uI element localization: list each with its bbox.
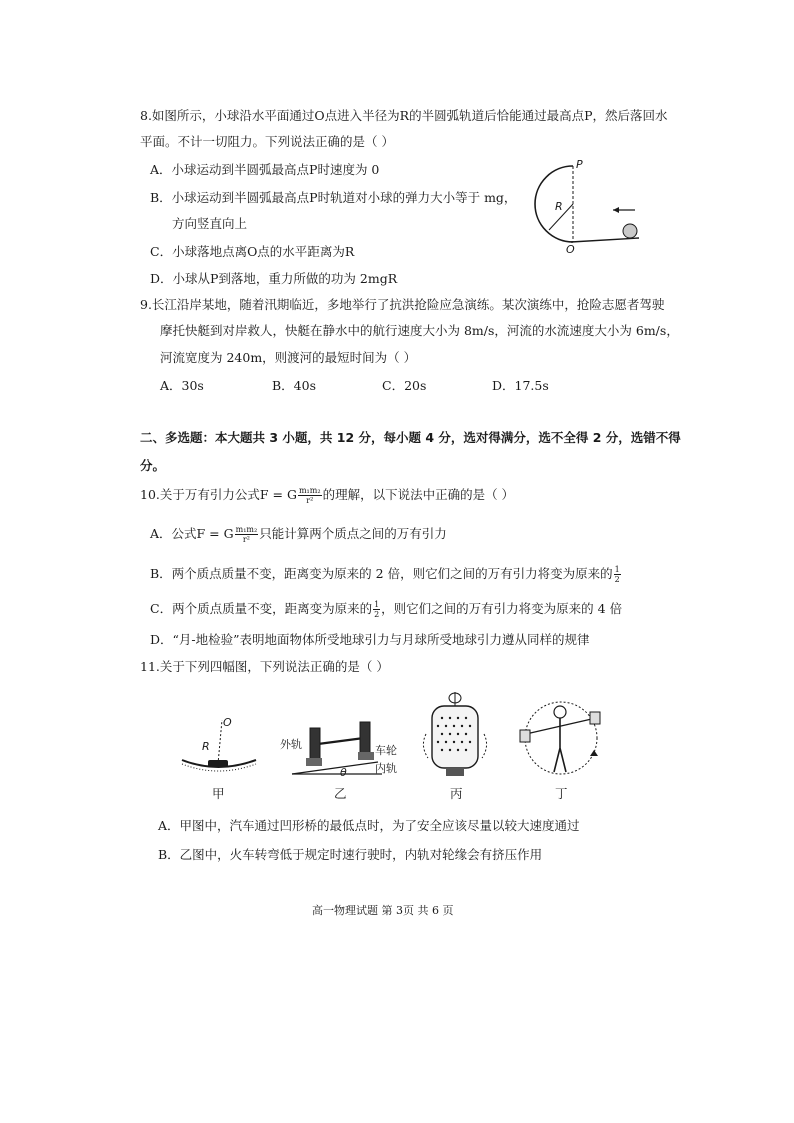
- gravity-fraction: [235, 525, 259, 544]
- q9-option-a: A．30s: [160, 378, 204, 393]
- bucket-left: [520, 730, 530, 742]
- outer-wheel: [310, 728, 320, 760]
- label-inner-rail: 内轨: [375, 762, 397, 775]
- caption-jia: 甲: [212, 786, 225, 801]
- q8-option-b-line2: 方向竖直向上: [172, 216, 248, 231]
- q10-option-b: [150, 565, 622, 584]
- q10-option-b-text: B．两个质点质量不变，距离变为原来的 2 倍，则它们之间的万有引力将变为原来的: [150, 566, 613, 581]
- q8-option-a: A．小球运动到半圆弧最高点P时速度为 0: [150, 162, 380, 177]
- q8-stem-line2: 平面。不计一切阻力。下列说法正确的是（ ）: [140, 134, 394, 149]
- fraction-denominator: r²: [306, 496, 314, 505]
- ground-line: [571, 238, 639, 242]
- q11-option-b: B．乙图中，火车转弯低于规定时速行驶时，内轨对轮缘会有挤压作用: [158, 847, 543, 862]
- fraction-denominator: 2: [614, 575, 620, 584]
- caption-ding: 丁: [555, 786, 568, 801]
- velocity-arrowhead: [613, 207, 619, 213]
- section2-header-line1: 二、多选题：本大题共 3 小题，共 12 分，每小题 4 分，选对得满分，选不全得 2 分，选错不得: [140, 430, 681, 445]
- caption-bing: 丙: [450, 786, 463, 801]
- ball: [623, 224, 637, 238]
- page-footer: 高一物理试题 第 3页 共 6 页: [312, 904, 454, 917]
- person-head: [554, 706, 566, 718]
- q10-option-a: [150, 525, 447, 544]
- bucket-right: [590, 712, 600, 724]
- inner-wheel: [360, 722, 370, 754]
- q9-option-b: B．40s: [272, 378, 317, 393]
- fraction-numerator: m₁m₂: [298, 486, 321, 495]
- person-body: [554, 718, 566, 772]
- label-wheel: 车轮: [375, 744, 397, 757]
- q8-option-c: C．小球落地点离O点的水平距离为R: [150, 244, 355, 259]
- figure-bing-dryer-drum: [418, 690, 492, 782]
- water-spray-left: [423, 734, 428, 758]
- q10-option-d: D．“月-地检验”表明地面物体所受地球引力与月球所受地球引力遵从同样的规律: [150, 632, 590, 647]
- figure-ding-swinging-buckets: [516, 698, 606, 782]
- q9-stem-line3: 河流宽度为 240m，则渡河的最短时间为（ ）: [160, 350, 417, 365]
- car: [208, 760, 228, 767]
- half-fraction: [614, 565, 621, 584]
- section2-header-line2: 分。: [140, 458, 166, 473]
- drum-body: [432, 706, 478, 768]
- label-o: O: [223, 716, 232, 729]
- label-p: P: [576, 158, 583, 171]
- inner-rail: [358, 752, 374, 760]
- figure-yi-banked-track: [278, 714, 408, 782]
- q11-option-a: A．甲图中，汽车通过凹形桥的最低点时，为了安全应该尽量以较大速度通过: [158, 818, 580, 833]
- label-outer-rail: 外轨: [280, 738, 302, 751]
- q8-option-b-line1: B．小球运动到半圆弧最高点P时轨道对小球的弹力大小等于 mg，: [150, 190, 517, 205]
- fraction-numerator: m₁m₂: [235, 525, 258, 534]
- q10-stem-pre: 10.关于万有引力公式F = G: [140, 487, 297, 502]
- q9-stem-line1: 9.长江沿岸某地，随着汛期临近，多地举行了抗洪抢险应急演练。某次演练中，抢险志愿者驾驶: [140, 297, 665, 312]
- radius-dashed: [218, 720, 222, 764]
- semicircle-track: [535, 166, 573, 242]
- q10-option-c-pre: C．两个质点质量不变，距离变为原来的: [150, 601, 373, 616]
- q10-stem-post: 的理解，以下说法中正确的是（ ）: [322, 487, 515, 502]
- gravity-fraction: [298, 486, 322, 505]
- q9-option-d: D．17.5s: [492, 378, 549, 393]
- q8-stem-line1: 8.如图所示，小球沿水平面通过O点进入半径为R的半圆弧轨道后恰能通过最高点P，然后落回水: [140, 108, 668, 123]
- axle: [318, 738, 364, 744]
- water-spray-right: [482, 734, 487, 758]
- label-o: O: [566, 243, 575, 254]
- fraction-denominator: 2: [374, 610, 380, 619]
- fraction-numerator: 1: [374, 600, 380, 609]
- q10-stem: [140, 486, 514, 505]
- fraction-numerator: 1: [614, 565, 620, 574]
- q8-semicircle-figure: [525, 158, 655, 254]
- q10-option-c: [150, 600, 622, 619]
- q10-option-a-pre: A．公式F = G: [150, 526, 234, 541]
- rotation-arrow: [590, 750, 598, 756]
- q9-option-c: C．20s: [382, 378, 427, 393]
- figure-jia-concave-bridge: [178, 712, 260, 782]
- label-r: R: [555, 200, 563, 213]
- q11-stem: 11.关于下列四幅图，下列说法正确的是（ ）: [140, 659, 389, 674]
- drum-base: [446, 768, 464, 776]
- label-r: R: [202, 740, 210, 753]
- q8-option-d: D．小球从P到落地，重力所做的功为 2mgR: [150, 271, 398, 286]
- q9-stem-line2: 摩托快艇到对岸救人，快艇在静水中的航行速度大小为 8m/s，河流的水流速度大小为 6m/s，: [160, 323, 679, 338]
- q10-option-a-post: 只能计算两个质点之间的万有引力: [259, 526, 447, 541]
- fraction-denominator: r²: [242, 535, 250, 544]
- q10-option-c-post: ，则它们之间的万有引力将变为原来的 4 倍: [381, 601, 623, 616]
- rope: [526, 718, 596, 734]
- caption-yi: 乙: [334, 786, 347, 801]
- outer-rail: [306, 758, 322, 766]
- incline: [292, 762, 378, 774]
- label-theta: θ: [340, 766, 347, 779]
- half-fraction: [373, 600, 380, 619]
